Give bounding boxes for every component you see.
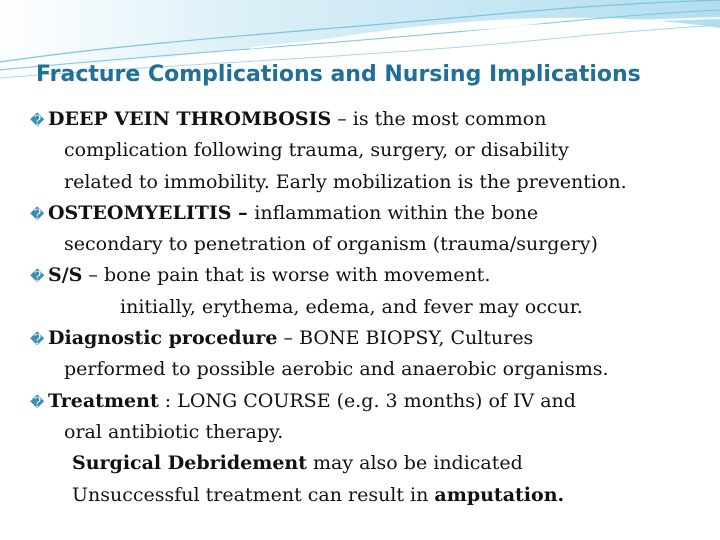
list-item: � Diagnostic procedure – BONE BIOPSY, Cultures <box>30 323 690 354</box>
bullet-icon: � <box>30 206 45 223</box>
list-item-note: Surgical Debridement may also be indicated <box>72 452 523 475</box>
list-item: � S/S – bone pain that is worse with movement. <box>30 260 690 291</box>
list-item: � DEEP VEIN THROMBOSIS – is the most common <box>30 104 690 135</box>
list-item-continuation: complication following trauma, surgery, or disability <box>64 139 569 162</box>
bullet-icon: � <box>30 332 45 349</box>
bullet-icon: � <box>30 394 45 411</box>
list-item-continuation: secondary to penetration of organism (trauma/surgery) <box>64 233 598 256</box>
list-item-note: Unsuccessful treatment can result in amputation. <box>72 483 565 506</box>
bullet-list <box>30 104 690 511</box>
slide-title: Fracture Complications and Nursing Implications <box>36 62 641 87</box>
list-item-continuation: initially, erythema, edema, and fever may occur. <box>120 295 583 318</box>
list-item: � Treatment : LONG COURSE (e.g. 3 months) of IV and <box>30 386 690 417</box>
list-item-continuation: performed to possible aerobic and anaerobic organisms. <box>64 358 609 381</box>
list-item-continuation: oral antibiotic therapy. <box>64 420 284 443</box>
list-item-continuation: related to immobility. Early mobilization is the prevention. <box>64 170 627 193</box>
bullet-icon: � <box>30 113 45 129</box>
list-item: � OSTEOMYELITIS – inflammation within the bone <box>30 198 690 229</box>
bullet-icon: � <box>30 269 45 286</box>
